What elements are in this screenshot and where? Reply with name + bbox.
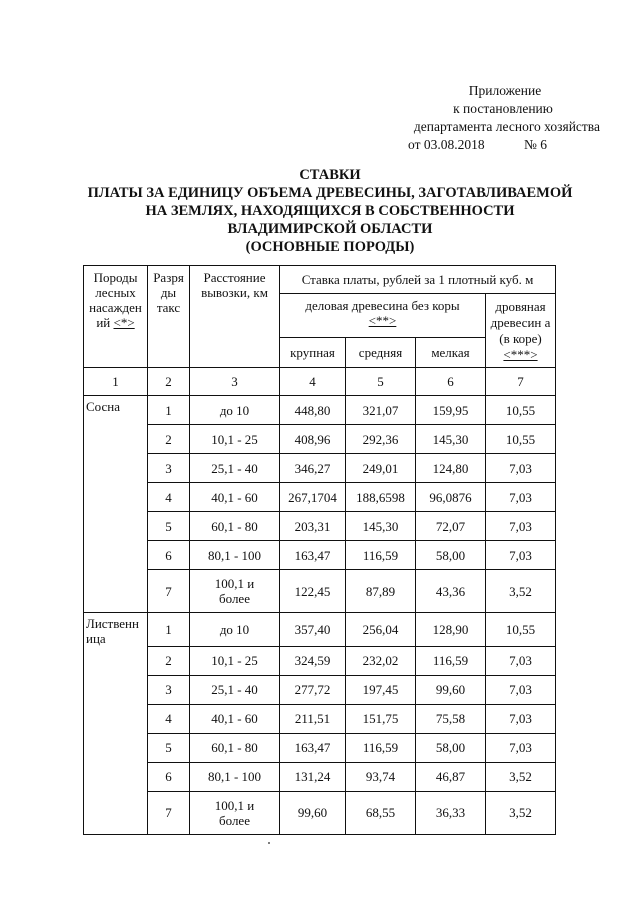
species-cell — [84, 646, 148, 675]
header-species: Породы лесных насажден ий <*> — [84, 266, 148, 368]
large-rate-cell: 163,47 — [280, 541, 346, 570]
header-rank: Разря ды такс — [148, 266, 190, 368]
medium-rate-cell: 188,6598 — [346, 483, 416, 512]
date-prefix: от — [408, 137, 421, 152]
large-rate-cell: 448,80 — [280, 396, 346, 425]
table-row — [84, 483, 556, 512]
distance-cell: 80,1 - 100 — [190, 541, 280, 570]
medium-rate-cell: 292,36 — [346, 425, 416, 454]
medium-rate-cell: 151,75 — [346, 704, 416, 733]
distance-cell: 40,1 - 60 — [190, 483, 280, 512]
species-cell — [84, 541, 148, 570]
medium-rate-cell: 68,55 — [346, 791, 416, 834]
small-rate-cell: 58,00 — [416, 733, 486, 762]
small-rate-cell: 43,36 — [416, 570, 486, 613]
large-rate-cell: 131,24 — [280, 762, 346, 791]
species-cell — [84, 425, 148, 454]
large-rate-cell: 122,45 — [280, 570, 346, 613]
rank-cell: 7 — [148, 791, 190, 834]
header-rate: Ставка платы, рублей за 1 плотный куб. м — [280, 266, 556, 294]
small-rate-cell: 96,0876 — [416, 483, 486, 512]
medium-rate-cell: 93,74 — [346, 762, 416, 791]
firewood-rate-cell: 3,52 — [486, 570, 556, 613]
medium-rate-cell: 232,02 — [346, 646, 416, 675]
rank-cell: 7 — [148, 570, 190, 613]
appendix-label: Приложение — [468, 83, 542, 98]
species-cell — [84, 704, 148, 733]
species-cell — [84, 675, 148, 704]
medium-rate-cell: 256,04 — [346, 613, 416, 647]
table-row — [84, 646, 556, 675]
large-rate-cell: 99,60 — [280, 791, 346, 834]
distance-cell — [190, 791, 280, 834]
header-business-wood: деловая древесина без коры <**> — [280, 294, 486, 338]
rank-cell: 6 — [148, 762, 190, 791]
table-row — [84, 791, 556, 834]
table-row — [84, 425, 556, 454]
firewood-rate-cell: 10,55 — [486, 396, 556, 425]
small-rate-cell: 75,58 — [416, 704, 486, 733]
small-rate-cell: 72,07 — [416, 512, 486, 541]
col-number: 2 — [148, 368, 190, 396]
small-rate-cell: 145,30 — [416, 425, 486, 454]
col-number: 4 — [280, 368, 346, 396]
distance-cell: 40,1 - 60 — [190, 704, 280, 733]
table-row — [84, 454, 556, 483]
medium-rate-cell: 321,07 — [346, 396, 416, 425]
firewood-rate-cell: 7,03 — [486, 733, 556, 762]
distance-cell: 25,1 - 40 — [190, 675, 280, 704]
species-cell — [84, 454, 148, 483]
large-rate-cell: 277,72 — [280, 675, 346, 704]
rank-cell: 4 — [148, 483, 190, 512]
small-rate-cell: 124,80 — [416, 454, 486, 483]
appendix-header — [380, 82, 600, 154]
medium-rate-cell: 249,01 — [346, 454, 416, 483]
col-number: 1 — [84, 368, 148, 396]
species-note: <*> — [113, 315, 135, 330]
rank-cell: 6 — [148, 541, 190, 570]
firewood-rate-cell: 7,03 — [486, 704, 556, 733]
table-row — [84, 541, 556, 570]
title-line-3: НА ЗЕМЛЯХ, НАХОДЯЩИХСЯ В СОБСТВЕННОСТИ — [145, 203, 515, 219]
rank-cell: 1 — [148, 396, 190, 425]
medium-rate-cell: 116,59 — [346, 733, 416, 762]
table-row — [84, 704, 556, 733]
rank-cell: 2 — [148, 425, 190, 454]
small-rate-cell: 46,87 — [416, 762, 486, 791]
table-row — [84, 396, 556, 425]
title-line-2: ПЛАТЫ ЗА ЕДИНИЦУ ОБЪЕМА ДРЕВЕСИНЫ, ЗАГОТАВЛИВАЕМОЙ — [87, 185, 573, 201]
document-number: № 6 — [523, 137, 547, 152]
header-small: мелкая — [416, 338, 486, 368]
document-title — [60, 166, 600, 256]
large-rate-cell: 203,31 — [280, 512, 346, 541]
table-row — [84, 675, 556, 704]
large-rate-cell: 408,96 — [280, 425, 346, 454]
small-rate-cell: 116,59 — [416, 646, 486, 675]
large-rate-cell: 211,51 — [280, 704, 346, 733]
col-number: 3 — [190, 368, 280, 396]
small-rate-cell: 128,90 — [416, 613, 486, 647]
business-note: <**> — [368, 313, 397, 328]
medium-rate-cell: 87,89 — [346, 570, 416, 613]
rank-cell: 1 — [148, 613, 190, 647]
header-firewood: дровяная древесин а (в коре) <***> — [486, 294, 556, 368]
table-row — [84, 613, 556, 647]
distance-line: более — [219, 591, 250, 606]
medium-rate-cell: 116,59 — [346, 541, 416, 570]
small-rate-cell: 58,00 — [416, 541, 486, 570]
firewood-rate-cell: 10,55 — [486, 613, 556, 647]
small-rate-cell: 159,95 — [416, 396, 486, 425]
table-row — [84, 570, 556, 613]
col-number: 5 — [346, 368, 416, 396]
rank-cell: 3 — [148, 675, 190, 704]
distance-cell — [190, 570, 280, 613]
distance-cell: до 10 — [190, 613, 280, 647]
scan-speck — [268, 842, 270, 844]
medium-rate-cell: 145,30 — [346, 512, 416, 541]
distance-line: более — [219, 812, 250, 828]
firewood-rate-cell: 7,03 — [486, 483, 556, 512]
header-large: крупная — [280, 338, 346, 368]
title-line-4: ВЛАДИМИРСКОЙ ОБЛАСТИ — [227, 221, 433, 237]
firewood-rate-cell: 7,03 — [486, 541, 556, 570]
large-rate-cell: 324,59 — [280, 646, 346, 675]
firewood-rate-cell: 3,52 — [486, 791, 556, 834]
medium-rate-cell: 197,45 — [346, 675, 416, 704]
title-line-1: СТАВКИ — [299, 167, 361, 183]
species-cell: Сосна — [84, 396, 148, 425]
col-number: 7 — [486, 368, 556, 396]
table-row — [84, 762, 556, 791]
species-cell — [84, 733, 148, 762]
rank-cell: 4 — [148, 704, 190, 733]
large-rate-cell: 267,1704 — [280, 483, 346, 512]
col-number: 6 — [416, 368, 486, 396]
distance-line: 100,1 и — [214, 797, 255, 813]
firewood-note: <***> — [503, 346, 538, 362]
distance-cell: 80,1 - 100 — [190, 762, 280, 791]
species-cell — [84, 791, 148, 834]
header-distance: Расстояние вывозки, км — [190, 266, 280, 368]
species-cell: Лиственн ица — [84, 613, 148, 647]
table-row — [84, 512, 556, 541]
department-label: департамента лесного хозяйства — [413, 119, 600, 134]
distance-cell: 10,1 - 25 — [190, 646, 280, 675]
large-rate-cell: 357,40 — [280, 613, 346, 647]
rank-cell: 5 — [148, 512, 190, 541]
firewood-rate-cell: 7,03 — [486, 646, 556, 675]
date-line — [380, 136, 600, 154]
rates-table — [83, 265, 556, 835]
rank-cell: 3 — [148, 454, 190, 483]
firewood-rate-cell: 7,03 — [486, 512, 556, 541]
small-rate-cell: 99,60 — [416, 675, 486, 704]
firewood-rate-cell: 7,03 — [486, 675, 556, 704]
firewood-rate-cell: 10,55 — [486, 425, 556, 454]
species-cell — [84, 570, 148, 613]
resolution-label: к постановлению — [453, 101, 553, 116]
header-medium: средняя — [346, 338, 416, 368]
distance-cell: 25,1 - 40 — [190, 454, 280, 483]
table-row — [84, 733, 556, 762]
distance-line: 100,1 и — [214, 576, 255, 591]
firewood-rate-cell: 3,52 — [486, 762, 556, 791]
distance-cell: 60,1 - 80 — [190, 733, 280, 762]
large-rate-cell: 163,47 — [280, 733, 346, 762]
rank-cell: 5 — [148, 733, 190, 762]
species-cell — [84, 762, 148, 791]
distance-cell: 10,1 - 25 — [190, 425, 280, 454]
distance-cell: до 10 — [190, 396, 280, 425]
distance-cell: 60,1 - 80 — [190, 512, 280, 541]
title-line-5: (ОСНОВНЫЕ ПОРОДЫ) — [245, 239, 415, 255]
large-rate-cell: 346,27 — [280, 454, 346, 483]
species-cell — [84, 483, 148, 512]
small-rate-cell: 36,33 — [416, 791, 486, 834]
firewood-rate-cell: 7,03 — [486, 454, 556, 483]
rank-cell: 2 — [148, 646, 190, 675]
document-date: 03.08.2018 — [423, 137, 485, 152]
species-cell — [84, 512, 148, 541]
